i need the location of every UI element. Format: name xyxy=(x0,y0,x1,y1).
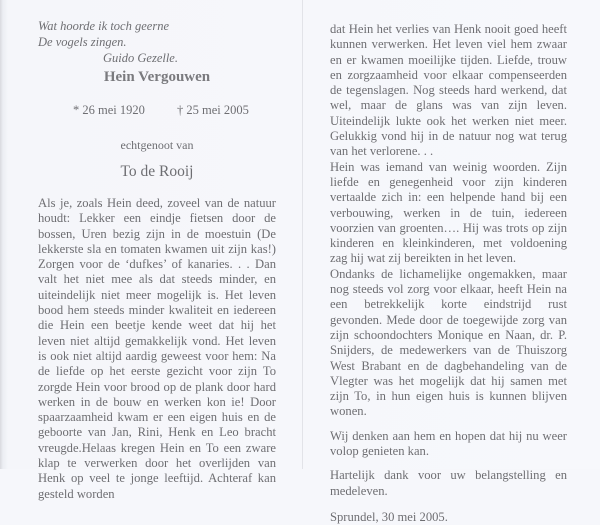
spouse-label: echtgenoot van xyxy=(120,138,194,152)
paragraph: Hartelijk dank voor uw belangstelling en medeleven. xyxy=(330,468,567,498)
paragraph: Ondanks de lichamelijke ongemakken, maar nog steeds vol zorg voor elkaar, heeft Hein na een betrekkelijk korte eindstrijd rust gevonden. Mede door de toegewijde zorg van zijn schoondochters Monique en Naan, dr. P. Snijders, de medewerkers van de Thuiszorg West Brabant en de dagbehandeling van de Vlegter was het mogelijk dat hij samen met zijn To, in hun eigen huis is kunnen blijven wonen. xyxy=(330,266,567,419)
paragraph: Als je, zoals Hein deed, zoveel van de natuur houdt: Lekker een eindje fietsen door de bossen, Uren bezig zijn in de moestuin (De lekkerste sla en tomaten kwamen uit zijn kas!) Zorgen voor de ‘dufkes’ of kanaries. . . Dan valt het niet mee als dat steeds minder, en uiteindelijk niet meer mogelijk is. Het leven bood hem steeds minder kwaliteit en iedereen die Hein een beetje kende weet dat hij het leven niet altijd gemakkelijk vond. Het leven is ook niet altijd aardig geweest voor hem: Na de liefde op het eerste gezicht voor zijn To zorgde Hein voor brood op de plank door hard werken in de bouw en werken kon ie! Door spaarzaamheid kwam er een eigen huis en de geboorte van Jan, Rini, Henk en Leo bracht vreugde.Helaas kregen Hein en To een zware klap te verwerken door het overlijden van Henk op veel te jonge leeftijd. Achteraf kan gesteld worden xyxy=(38,196,276,501)
paragraph: dat Hein het verlies van Henk nooit goed heeft kunnen verwerken. Het leven viel hem zwaar en er kwamen moeilijke tijden. Liefde, trouw en zorgzaamheid voor elkaar compenseerden de tegenslagen. Nog steeds hard werkend, dat wel, maar de glans was van zijn leven. Uiteindelijk lukte ook het werken niet meer. Gelukkig vond hij in de natuur nog wat terug van het verlorene. . . xyxy=(330,22,567,159)
paragraph: Hein was iemand van weinig woorden. Zijn liefde en genegenheid voor zijn kinderen vertaalde zich in: een helpende hand bij een verbouwing, werken in de tuin, iedereen voorzien van groenten…. Hij was trots op zijn kinderen en kleinkinderen, met voldoening zag hij wat zij bereikten in het leven. xyxy=(330,159,567,266)
right-body-text xyxy=(330,22,567,525)
deceased-name: Hein Vergouwen xyxy=(103,69,211,85)
poem-line: Wat hoorde ik toch geerne xyxy=(38,19,169,33)
spouse-name: To de Rooij xyxy=(120,163,194,180)
place-date: Sprundel, 30 mei 2005. xyxy=(330,509,448,524)
birth-date: * 26 mei 1920 xyxy=(73,103,145,117)
left-body-text xyxy=(38,196,276,502)
paragraph: Wij denken aan hem en hopen dat hij nu weer volop genieten kan. xyxy=(330,428,567,459)
fold-line xyxy=(302,0,303,469)
poem-line: De vogels zingen. xyxy=(38,35,127,49)
poem-author: Guido Gezelle. xyxy=(103,51,178,65)
poem-quote xyxy=(38,18,178,66)
death-date: † 25 mei 2005 xyxy=(177,103,249,117)
